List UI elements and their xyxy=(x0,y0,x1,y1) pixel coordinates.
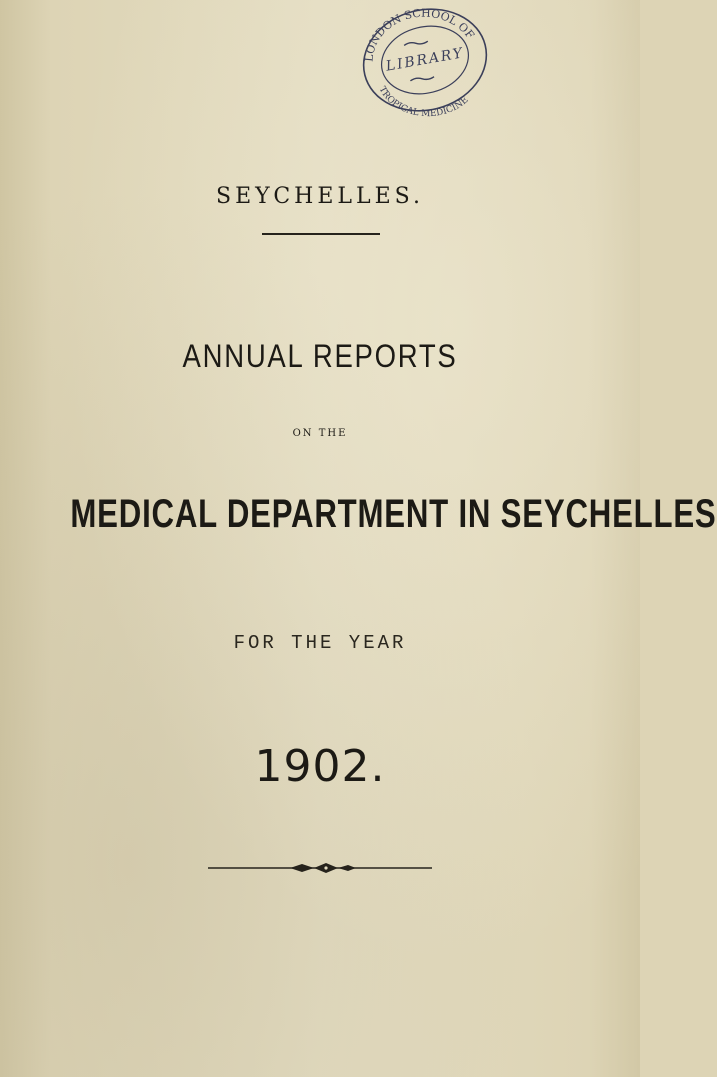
stamp-top-text: LONDON SCHOOL OF xyxy=(362,6,477,63)
stamp-bottom-text: TROPICAL MEDICINE xyxy=(376,85,471,120)
library-stamp xyxy=(355,2,491,120)
library-stamp-graphic xyxy=(355,2,491,120)
report-title: ANNUAL REPORTS xyxy=(182,338,458,374)
stamp-center-text: LIBRARY xyxy=(384,45,466,75)
ornamental-rule-graphic xyxy=(208,861,432,875)
period-label: FOR THE YEAR xyxy=(233,632,407,654)
report-subtitle-connector: ON THE xyxy=(292,428,348,439)
report-year: 1902. xyxy=(254,741,386,792)
department-title: MEDICAL DEPARTMENT IN SEYCHELLES xyxy=(70,492,717,536)
title-divider xyxy=(262,233,380,235)
ornamental-rule xyxy=(208,861,432,875)
country-heading: SEYCHELLES. xyxy=(216,184,424,209)
